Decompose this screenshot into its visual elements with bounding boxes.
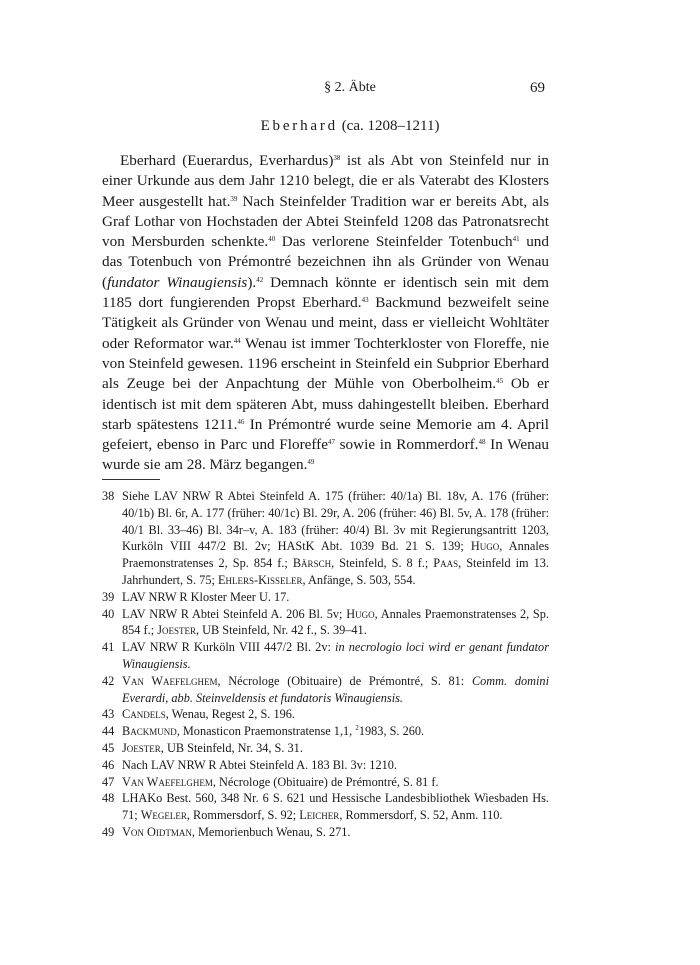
footnote-ref: 47: [327, 438, 335, 447]
footnote: 41 LAV NRW R Kurköln VIII 447/2 Bl. 2v: in necrologio loci wird er genant fundator Winaugiensis.: [102, 640, 549, 671]
footnote: 39 LAV NRW R Kloster Meer U. 17.: [102, 589, 290, 604]
footnote: 48 LHAKo Best. 560, 348 Nr. 6 S. 621 und Hessische Landesbibliothek Wiesbaden Hs. 71; Wegeler, Rommersdorf, S. 92; Leicher, Rommersdorf, S. 52, Anm. 110.: [102, 791, 549, 823]
footnote: 44 Backmund, Monasticon Praemonstratense 1,1, $^2$1983, S. 260.: [102, 724, 425, 739]
footnote: 43 Candels, Wenau, Regest 2, S. 196.: [102, 707, 295, 722]
footnote: 46 Nach LAV NRW R Abtei Steinfeld A. 183 Bl. 3v: 1210.: [102, 757, 397, 772]
paragraph: Eberhard (Euerardus, Everhardus)$^{38}$ ist als Abt von Steinfeld nur in einer Urkunde aus dem Jahr 1210 belegt, die er als Vaterabt des Klosters Meer ausgestellt hat.$^{39}$ Nach Steinfelder Tradition war er bereits Abt, als Graf Lothar von Hochstaden der Abtei Steinfeld 1208 das Patronatsrecht von Mersburden schenkte.$^{40}$ Das verlorene Steinfelder Totenbuch$^{41}$ und das Totenbuch von Prémontré bezeichnen ihn als Gründer von Wenau (fundator Winaugiensis).$^{42}$ Demnach könnte er identisch sein mit dem 1185 dort fungierenden Propst Eberhard.$^{43}$ Backmund bezweifelt seine Tätigkeit als Gründer von Wenau und meint, dass er vielleicht Wohltäter oder Reformator war.$^{44}$ Wenau ist immer Tochterkloster von Floreffe, nie von Steinfeld gewesen. 1196 erscheint in Steinfeld ein Subprior Eberhard als Zeuge bei der Anpachtung der Mühle von Oberbolheim.$^{45}$ Ob er identisch ist mit dem späteren Abt, muss dahingestellt bleiben. Eberhard starb spätestens 1211.46 In Prémontré wurde seine Memorie am 4. April gefeiert, ebenso in Parc und Floreffe$^{47}$ sowie in Rommerdorf.$^{48}$ In Wenau wurde sie am 28. März begangen.$^{49}$: [102, 152, 550, 474]
running-header: § 2. Äbte: [324, 80, 376, 95]
footnote: 49 Von Oidtman, Memorienbuch Wenau, S. 271.: [102, 824, 351, 839]
footnote: 38 Siehe LAV NRW R Abtei Steinfeld A. 175 (früher: 40/1a) Bl. 18v, A. 176 (früher: 40/1b) Bl. 6r, A. 177 (früher: 40/1c) Bl. 29r, A. 206 (früher: 46) Bl. 5v, A. 178 (früher: 40/1 Bl. 33–46) Bl. 34r–v, A. 183 (früher: 40/4) Bl. 3v mit Regierungsantritt 1203, Kurköln VIII 447/2 Bl. 2v; HAStK Abt. 1039 Bd. 21 S. 139; Hugo, Annales Praemonstratenses 2, Sp. 854 f.; Bärsch, Steinfeld, S. 8 f.; Paas, Steinfeld im 13. Jahrhundert, S. 75; Ehlers-Kisseler, Anfänge, S. 503, 554.: [102, 489, 549, 587]
footnote-ref: 38: [333, 154, 341, 162]
footnote-rule: [102, 479, 160, 480]
body-text: [102, 151, 549, 476]
footnote-ref: 39: [230, 194, 238, 203]
footnotes: [102, 488, 549, 841]
footnote-ref: 41: [512, 235, 520, 244]
footnote: 40 LAV NRW R Abtei Steinfeld A. 206 Bl. 5v; Hugo, Annales Praemonstratenses 2, Sp. 854 f.; Joester, UB Steinfeld, Nr. 42 f., S. 39–41.: [102, 606, 549, 638]
footnote: 47 Van Waefelghem, Nécrologe (Obituaire) de Prémontré, S. 81 f.: [102, 774, 439, 789]
footnote-ref: 49: [307, 458, 315, 467]
footnote-ref: 42: [256, 275, 264, 284]
footnote-ref: 45: [496, 377, 504, 386]
page-number: 69: [530, 80, 545, 96]
abbot-dates: (ca. 1208–1211): [341, 118, 440, 134]
footnote-ref: 46: [237, 417, 245, 426]
footnote-ref: 40: [268, 235, 276, 244]
footnote-ref: 48: [478, 438, 486, 447]
footnote-ref: 44: [233, 336, 241, 345]
footnote: 45 Joester, UB Steinfeld, Nr. 34, S. 31.: [102, 740, 303, 755]
footnote: 42 Van Waefelghem, Nécrologe (Obituaire) de Prémontré, S. 81: Comm. domini Everardi, abb. Steinveldensis et fundatoris Winaugiensis.: [102, 673, 549, 705]
footnote-ref: 43: [361, 296, 369, 305]
section-title: [0, 118, 700, 135]
abbot-name: Eberhard: [260, 118, 338, 134]
